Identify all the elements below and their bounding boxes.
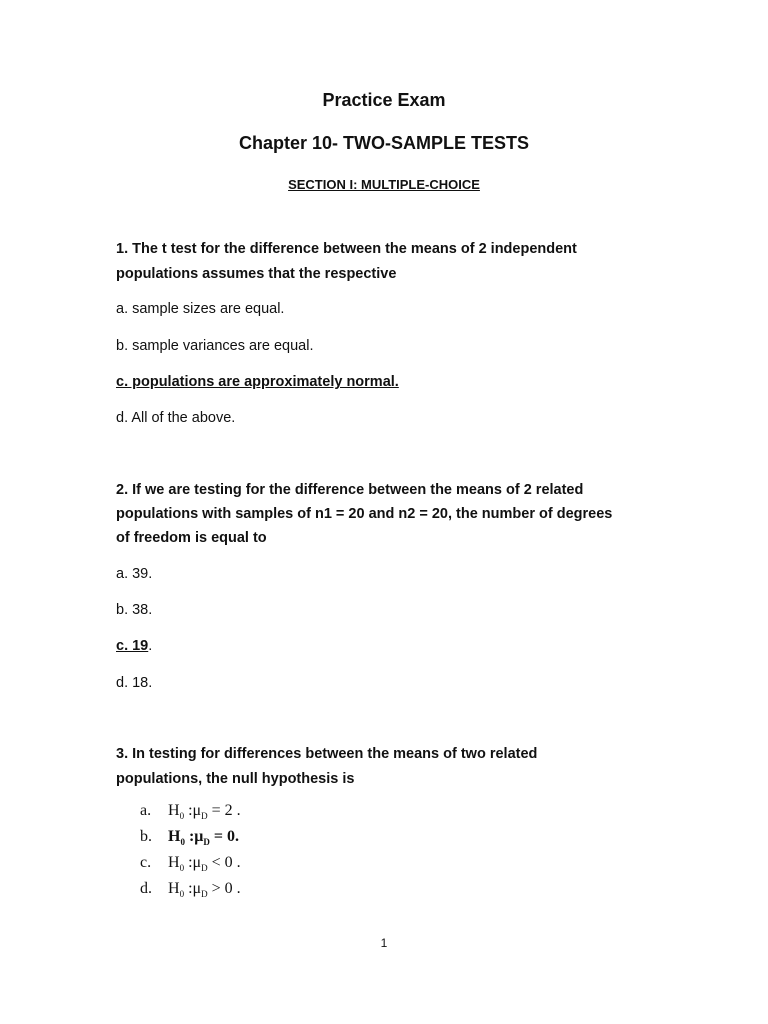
question-2-option-a: a. 39. xyxy=(116,566,153,582)
subscript-d: D xyxy=(201,889,208,900)
question-2-line-1: 2. If we are testing for the difference between the means of 2 related xyxy=(116,482,584,498)
option-label: a. xyxy=(140,802,152,819)
question-3-option-d xyxy=(140,880,241,899)
subscript-d: D xyxy=(203,837,210,848)
subscript-zero: 0 xyxy=(179,889,185,900)
answer-period: . xyxy=(148,638,153,654)
option-label: d. xyxy=(140,880,152,897)
hypothesis-relation: < 0 . xyxy=(207,854,241,871)
hypothesis-h: H xyxy=(168,880,180,897)
question-1-option-d: d. All of the above. xyxy=(116,410,236,426)
question-1-option-c-answer: c. populations are approximately normal. xyxy=(116,374,399,390)
page-number: 1 xyxy=(380,936,388,950)
question-3-line-1: 3. In testing for differences between the means of two related xyxy=(116,746,538,762)
question-2-option-c-answer xyxy=(116,638,152,654)
hypothesis-h: H xyxy=(168,828,181,845)
question-1-option-b: b. sample variances are equal. xyxy=(116,338,314,354)
answer-label: c. 19 xyxy=(116,638,149,654)
question-2-line-2: populations with samples of n1 = 20 and n2 = 20, the number of degrees xyxy=(116,506,613,522)
question-2-option-b: b. 38. xyxy=(116,602,153,618)
subscript-d: D xyxy=(201,863,208,874)
hypothesis-relation: = 0. xyxy=(209,828,239,845)
question-3-option-c xyxy=(140,854,241,873)
question-2-option-d: d. 18. xyxy=(116,675,153,691)
option-label: c. xyxy=(140,854,152,871)
option-label: b. xyxy=(140,828,152,845)
hypothesis-h: H xyxy=(168,854,180,871)
section-heading: SECTION I: MULTIPLE-CHOICE xyxy=(288,177,480,192)
question-3-line-2: populations, the null hypothesis is xyxy=(116,771,355,787)
subscript-zero: 0 xyxy=(179,863,185,874)
question-1-line-1: 1. The t test for the difference between the means of 2 independent xyxy=(116,241,577,257)
mu-symbol: :μ xyxy=(184,828,204,845)
hypothesis-h: H xyxy=(168,802,180,819)
mu-symbol: :μ xyxy=(184,802,202,819)
hypothesis-relation: = 2 . xyxy=(207,802,241,819)
subscript-zero: 0 xyxy=(179,811,185,822)
hypothesis-relation: > 0 . xyxy=(207,880,241,897)
mu-symbol: :μ xyxy=(184,854,202,871)
question-3-option-a xyxy=(140,802,241,821)
question-3-option-b-answer xyxy=(140,828,239,847)
subscript-zero: 0 xyxy=(180,837,185,848)
chapter-title: Chapter 10- TWO-SAMPLE TESTS xyxy=(238,133,530,153)
subscript-d: D xyxy=(201,811,208,822)
page-title: Practice Exam xyxy=(322,90,446,110)
question-2-line-3: of freedom is equal to xyxy=(116,530,267,546)
question-1-line-2: populations assumes that the respective xyxy=(116,266,397,282)
question-1-option-a: a. sample sizes are equal. xyxy=(116,301,285,317)
mu-symbol: :μ xyxy=(184,880,202,897)
